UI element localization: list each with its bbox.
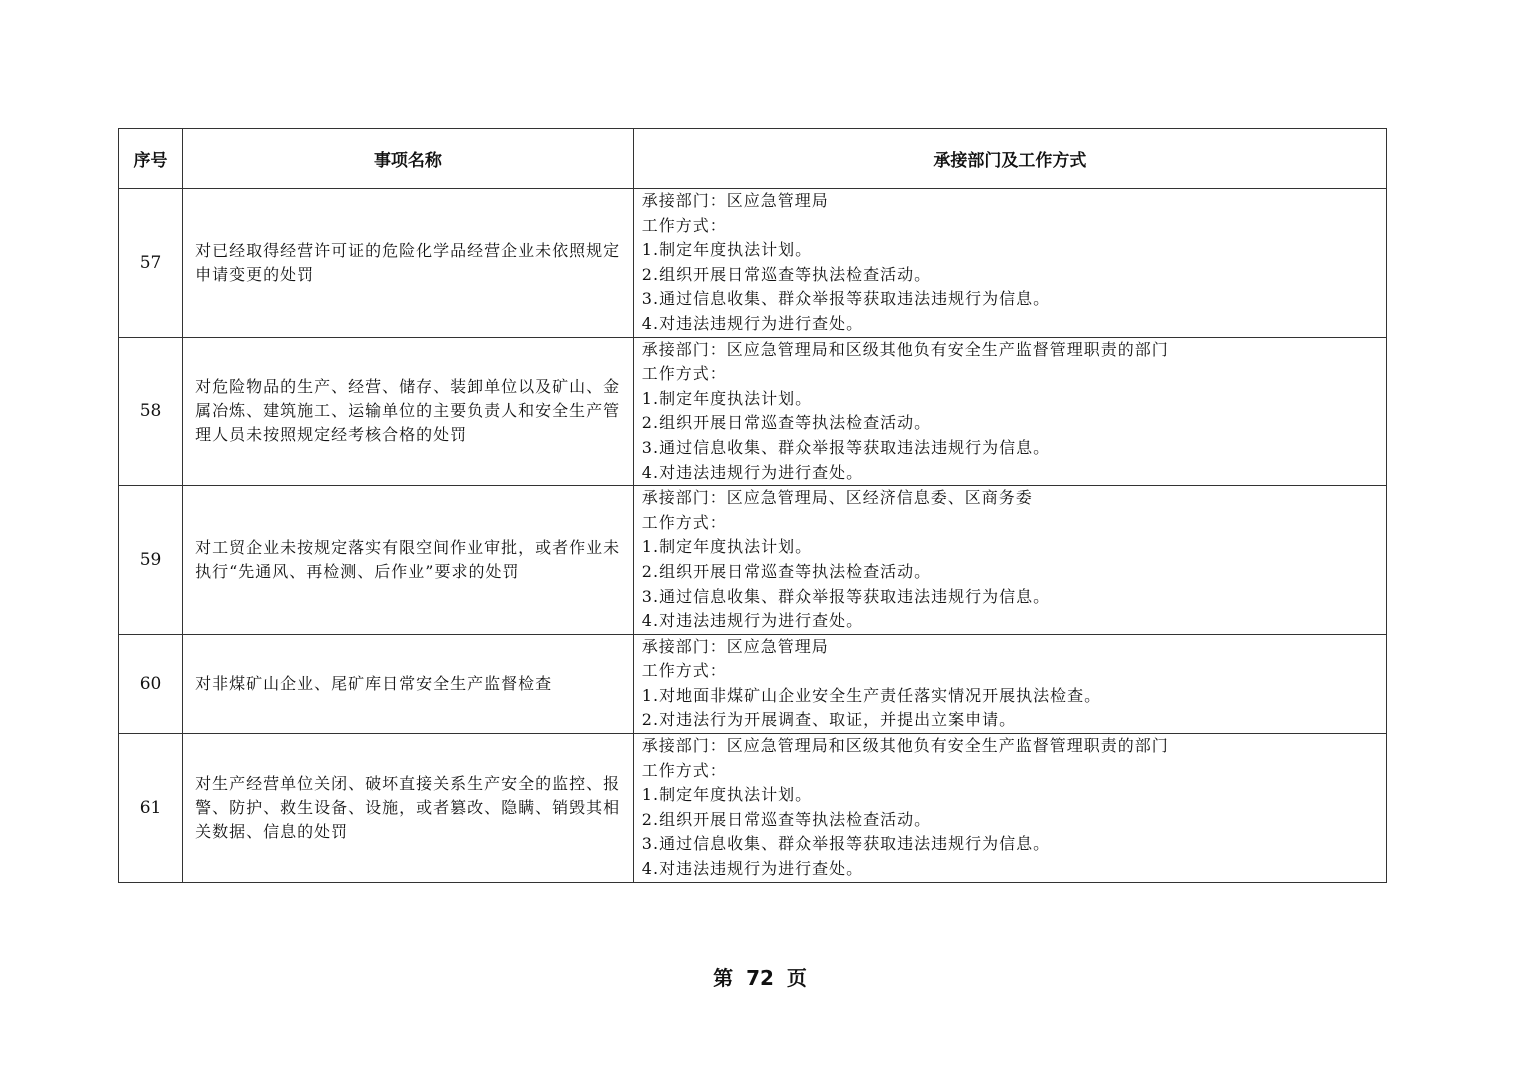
row-method — [633, 189, 1386, 338]
method-line: 承接部门：区应急管理局和区级其他负有安全生产监督管理职责的部门 — [641, 339, 1169, 359]
row-num: 61 — [119, 734, 183, 883]
method-line: 3.通过信息收集、群众举报等获取违法违规行为信息。 — [641, 586, 1051, 606]
method-line: 2.组织开展日常巡查等执法检查活动。 — [641, 561, 932, 581]
method-line: 承接部门：区应急管理局和区级其他负有安全生产监督管理职责的部门 — [641, 736, 1169, 756]
method-line: 承接部门：区应急管理局 — [641, 636, 829, 656]
method-line: 3.通过信息收集、群众举报等获取违法违规行为信息。 — [641, 437, 1051, 457]
method-line: 1.制定年度执法计划。 — [641, 537, 813, 557]
method-line: 承接部门：区应急管理局、区经济信息委、区商务委 — [641, 488, 1033, 508]
method-line: 4.对违法违规行为进行查处。 — [641, 859, 864, 879]
table-row — [119, 189, 1387, 338]
method-line: 2.组织开展日常巡查等执法检查活动。 — [641, 809, 932, 829]
row-num: 58 — [119, 337, 183, 486]
method-line: 承接部门：区应急管理局 — [641, 191, 829, 210]
row-method — [633, 634, 1386, 733]
method-line: 工作方式： — [641, 512, 727, 532]
page-number: 第 72 页 — [713, 966, 807, 990]
header-method: 承接部门及工作方式 — [633, 129, 1386, 189]
row-name: 对危险物品的生产、经营、储存、装卸单位以及矿山、金属冶炼、建筑施工、运输单位的主要负责人和安全生产管理人员未按照规定经考核合格的处罚 — [183, 337, 634, 486]
matters-table — [118, 128, 1387, 883]
table-row — [119, 486, 1387, 635]
row-name: 对工贸企业未按规定落实有限空间作业审批，或者作业未执行“先通风、再检测、后作业”要求的处罚 — [183, 486, 634, 635]
table-row — [119, 337, 1387, 486]
table-header-row — [119, 129, 1387, 189]
row-num: 59 — [119, 486, 183, 635]
method-line: 工作方式： — [641, 760, 727, 780]
row-num: 57 — [119, 189, 183, 338]
row-method — [633, 734, 1386, 883]
method-line: 工作方式： — [641, 215, 727, 235]
method-line: 4.对违法违规行为进行查处。 — [641, 462, 864, 482]
row-name: 对非煤矿山企业、尾矿库日常安全生产监督检查 — [183, 634, 634, 733]
method-line: 4.对违法违规行为进行查处。 — [641, 611, 864, 631]
header-name: 事项名称 — [183, 129, 634, 189]
method-line: 3.通过信息收集、群众举报等获取违法违规行为信息。 — [641, 834, 1051, 854]
method-line: 2.对违法行为开展调查、取证，并提出立案申请。 — [641, 710, 1017, 730]
row-method — [633, 486, 1386, 635]
method-line: 1.制定年度执法计划。 — [641, 785, 813, 805]
method-line: 工作方式： — [641, 364, 727, 384]
method-line: 1.制定年度执法计划。 — [641, 240, 813, 260]
method-line: 1.对地面非煤矿山企业安全生产责任落实情况开展执法检查。 — [641, 685, 1102, 705]
row-method — [633, 337, 1386, 486]
method-line: 2.组织开展日常巡查等执法检查活动。 — [641, 264, 932, 284]
table-row — [119, 634, 1387, 733]
header-num: 序号 — [119, 129, 183, 189]
table-row — [119, 734, 1387, 883]
method-line: 1.制定年度执法计划。 — [641, 388, 813, 408]
method-line: 工作方式： — [641, 661, 727, 681]
row-name: 对生产经营单位关闭、破坏直接关系生产安全的监控、报警、防护、救生设备、设施，或者篡改、隐瞒、销毁其相关数据、信息的处罚 — [183, 734, 634, 883]
row-name: 对已经取得经营许可证的危险化学品经营企业未依照规定申请变更的处罚 — [183, 189, 634, 338]
method-line: 3.通过信息收集、群众举报等获取违法违规行为信息。 — [641, 289, 1051, 309]
row-num: 60 — [119, 634, 183, 733]
method-line: 4.对违法违规行为进行查处。 — [641, 313, 864, 333]
method-line: 2.组织开展日常巡查等执法检查活动。 — [641, 413, 932, 433]
